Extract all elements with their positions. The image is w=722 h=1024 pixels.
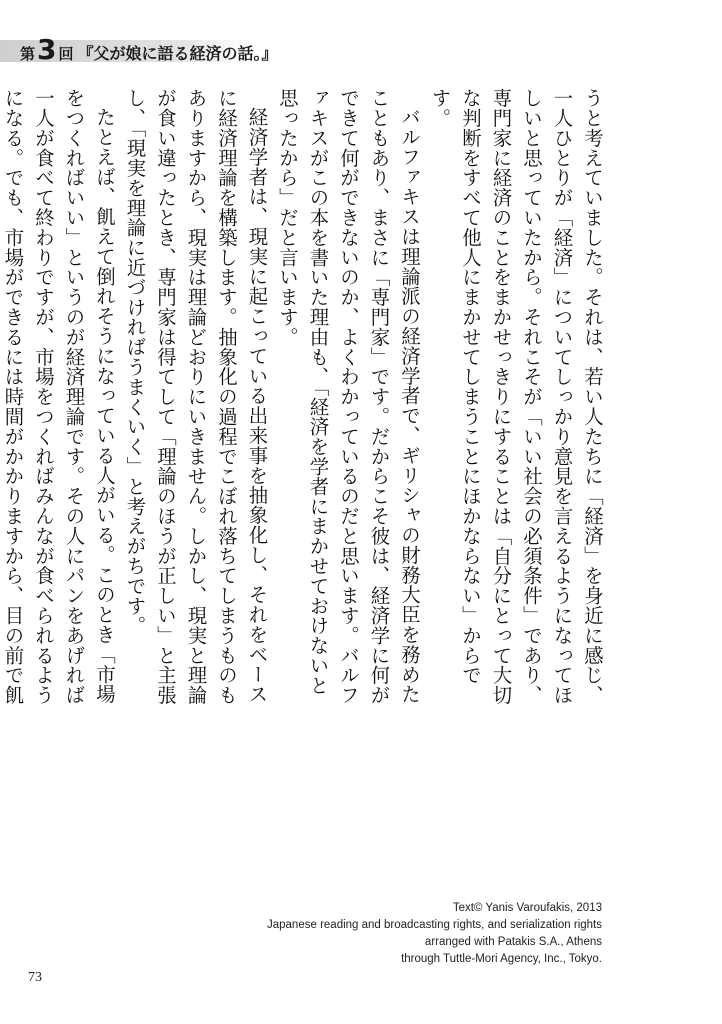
chapter-prefix: 第 [20, 45, 36, 63]
credit-line: arranged with Patakis S.A., Athens [424, 936, 602, 948]
credit-line: Text© Yanis Varoufakis, 2013 [452, 902, 602, 914]
paragraph-3: 経済学者は、現実に起こっている出来事を抽象化し、それをベースに経済理論を構築します。抽象化の過程でこぼれ落ちてしまうものもありますから、現実は理論どおりにいきません。しかし、現実と理論が食い違ったとき、専門家は得てして「理論のほうが正しい」と主張し、「現実を理論に近づければうまくいく」と考えがちです。 [123, 88, 269, 705]
body-text [0, 88, 607, 708]
chapter-suffix: 回 [58, 45, 74, 63]
chapter-number: 3 [37, 33, 57, 66]
credit-line: through Tuttle-Mori Agency, Inc., Tokyo. [401, 953, 602, 965]
paragraph-2: バルファキスは理論派の経済学者で、ギリシャの財務大臣を務めたこともあり、まさに「専門家」です。だからこそ彼は、経済学に何ができて何ができないのか、よくわかっているのだと思います。バルファキスがこの本を書いた理由も、「経済を学者にまかせておけないと思ったから」だと言います。 [276, 88, 421, 705]
paragraph-1: うと考えていました。それは、若い人たちに「経済」を身近に感じ、一人ひとりが「経済」についてしっかり意見を言えるようになってほしいと思っていたから。それこそが「いい社会の必須条件」であり、専門家に経済のことをまかせっきりにすることは「自分にとって大切な判断をすべて他人にまかせてしまうことにほかならない」からです。 [428, 88, 604, 705]
chapter-header [20, 33, 278, 66]
page-number: 73 [28, 970, 42, 985]
credit-line: Japanese reading and broadcasting rights, and serialization rights [267, 919, 602, 931]
copyright-credits [202, 900, 602, 968]
paragraph-4: たとえば、飢えて倒れそうになっている人がいる。このとき「市場をつくればいい」というのが経済理論です。その人にパンをあげれば一人が食べて終わりですが、市場をつくればみんなが食べられるようになる。でも、市場ができるには時間がかかりますから、目の前で飢 [1, 88, 116, 705]
chapter-title: 『父が娘に語る経済の話。』 [77, 44, 278, 63]
